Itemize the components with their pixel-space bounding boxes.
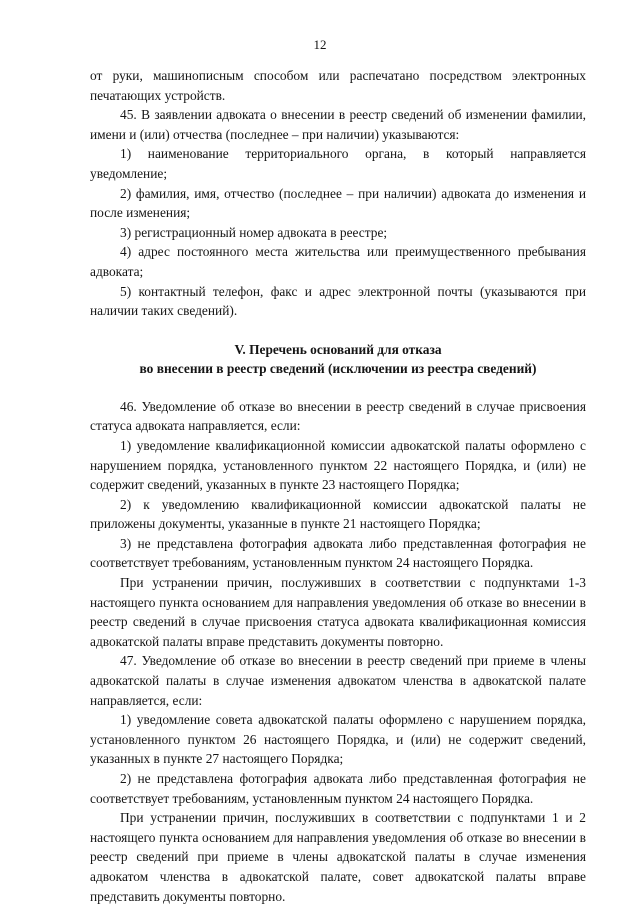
- paragraph-45-item-2: 2) фамилия, имя, отчество (последнее – при наличии) адвоката до изменения и после изменения;: [90, 185, 586, 221]
- page-number: 12: [313, 37, 327, 52]
- paragraph-46-remedy: При устранении причин, послуживших в соответствии с подпунктами 1-3 настоящего пункта основанием для направления уведомления об отказе во внесении в реестр сведений в случае присвоения статуса адвоката квалификационная комиссия адвокатской палаты вправе представить документы повторно.: [90, 575, 586, 649]
- paragraph-45-item-1: 1) наименование территориального органа, в который направляется уведомление;: [90, 146, 586, 181]
- paragraph-46-item-2: 2) к уведомлению квалификационной комиссии адвокатской палаты не приложены документы, указанные в пункте 21 настоящего Порядка;: [90, 496, 586, 532]
- section-heading-line-2: во внесении в реестр сведений (исключении из реестра сведений): [139, 360, 537, 376]
- paragraph-47-remedy: При устранении причин, послуживших в соответствии с подпунктами 1 и 2 настоящего пункта основанием для направления уведомления об отказе во внесении в реестр сведений при приеме в члены адвокатской палаты в случае изменения адвокатом членства в адвокатской палате, совет адвокатской палаты вправе представить документы повторно.: [90, 810, 586, 904]
- document-body: [90, 66, 586, 906]
- section-heading: [90, 340, 586, 378]
- paragraph-45-item-4: 4) адрес постоянного места жительства или преимущественного пребывания адвоката;: [90, 244, 586, 279]
- paragraph-47-item-2: 2) не представлена фотография адвоката либо представленная фотография не соответствует требованиям, установленным пунктом 24 настоящего Порядка.: [90, 771, 586, 806]
- paragraph-continuation: от руки, машинописным способом или распечатано посредством электронных печатающих устройств.: [90, 68, 586, 103]
- paragraph-45-item-5: 5) контактный телефон, факс и адрес электронной почты (указываются при наличии таких сведений).: [90, 283, 586, 319]
- paragraph-47-item-1: 1) уведомление совета адвокатской палаты оформлено с нарушением порядка, установленного пунктом 26 настоящего Порядка, и (или) не содержит сведений, указанных в пункте 27 настоящего Порядка;: [90, 712, 586, 767]
- paragraph-45-item-3: 3) регистрационный номер адвоката в реестре;: [120, 224, 388, 240]
- paragraph-46-item-1: 1) уведомление квалификационной комиссии адвокатской палаты оформлено с нарушением порядка, установленного пунктом 22 настоящего Порядка, и (или) не содержит сведений, указанных в пункте 23 настоящего Порядка;: [90, 437, 586, 493]
- section-heading-line-1: V. Перечень оснований для отказа: [234, 341, 442, 357]
- paragraph-45-intro: 45. В заявлении адвоката о внесении в реестр сведений об изменении фамилии, имени и (или) отчества (последнее – при наличии) указываются:: [90, 107, 586, 142]
- paragraph-47-intro: 47. Уведомление об отказе во внесении в реестр сведений при приеме в члены адвокатской палаты в случае изменения адвокатом членства в адвокатской палате направляется, если:: [90, 653, 586, 708]
- paragraph-46-intro: 46. Уведомление об отказе во внесении в реестр сведений в случае присвоения статуса адвоката направляется, если:: [90, 398, 586, 434]
- paragraph-46-item-3: 3) не представлена фотография адвоката либо представленная фотография не соответствует требованиям, установленным пунктом 24 настоящего Порядка.: [90, 535, 586, 571]
